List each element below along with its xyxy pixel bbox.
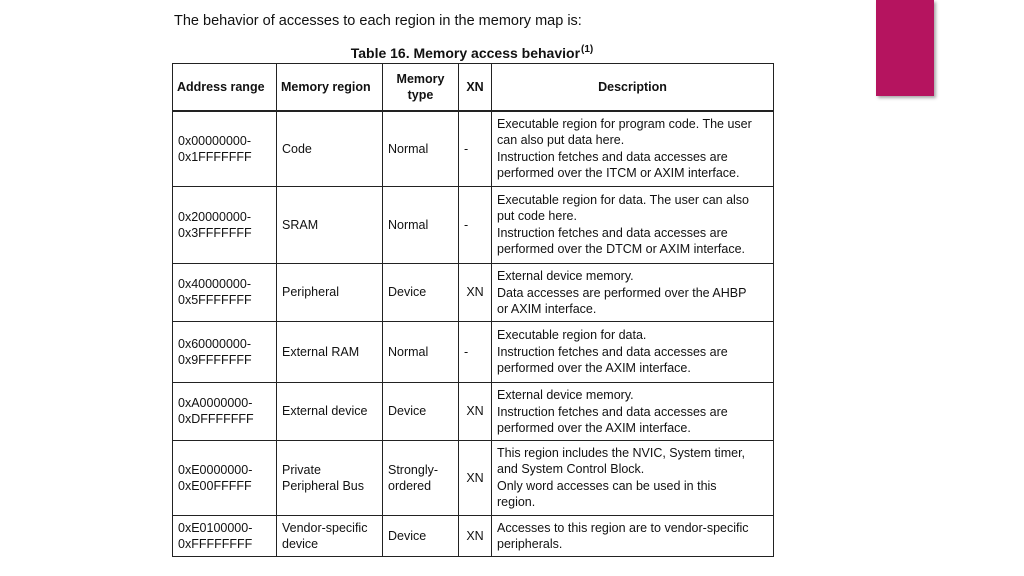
description-line: performed over the DTCM or AXIM interface. bbox=[497, 242, 746, 256]
xn-cell: XN bbox=[459, 263, 492, 321]
table-row bbox=[173, 321, 774, 382]
memory-type-cell: Device bbox=[383, 263, 459, 321]
memory-type-cell: Device bbox=[383, 515, 459, 556]
address-end: 0xE00FFFFF bbox=[178, 478, 252, 493]
description-line: Instruction fetches and data accesses are bbox=[497, 226, 728, 240]
description-line: or AXIM interface. bbox=[497, 301, 597, 316]
xn-cell: - bbox=[459, 111, 492, 186]
table-row bbox=[173, 515, 774, 556]
xn-cell: XN bbox=[459, 515, 492, 556]
description-line: Instruction fetches and data accesses are bbox=[497, 404, 728, 419]
table-caption-footnote: (1) bbox=[581, 44, 594, 55]
table-row bbox=[173, 440, 774, 515]
address-range-cell bbox=[173, 111, 277, 186]
address-start: 0x60000000- bbox=[178, 336, 251, 351]
table-row bbox=[173, 382, 774, 440]
description-cell bbox=[492, 440, 774, 515]
description-line: Data accesses are performed over the AHBP bbox=[497, 285, 747, 300]
description-line: can also put data here. bbox=[497, 133, 625, 148]
description-line: External device memory. bbox=[497, 268, 634, 283]
table-caption-text: Table 16. Memory access behavior bbox=[350, 45, 581, 61]
memory-region-cell: Private Peripheral Bus bbox=[277, 440, 383, 515]
memory-type-cell: Normal bbox=[383, 186, 459, 263]
table-header-row bbox=[173, 64, 774, 112]
address-start: 0xE0000000- bbox=[178, 462, 253, 477]
description-cell bbox=[492, 515, 774, 556]
header-memory-region: Memory region bbox=[277, 64, 383, 112]
memory-region-cell: SRAM bbox=[277, 186, 383, 263]
description-line: and System Control Block. bbox=[497, 462, 645, 476]
description-cell bbox=[492, 321, 774, 382]
accent-decoration bbox=[876, 0, 934, 96]
description-line: Instruction fetches and data accesses are bbox=[497, 150, 728, 165]
address-end: 0x9FFFFFFF bbox=[178, 352, 252, 367]
address-range-cell bbox=[173, 440, 277, 515]
header-memory-type: Memory type bbox=[383, 64, 459, 112]
address-end: 0xDFFFFFFF bbox=[178, 412, 254, 426]
description-line: put code here. bbox=[497, 209, 577, 223]
description-line: External device memory. bbox=[497, 387, 634, 402]
memory-type-cell: Strongly-ordered bbox=[383, 440, 459, 515]
address-range-cell bbox=[173, 263, 277, 321]
description-line: Instruction fetches and data accesses are bbox=[497, 345, 728, 359]
header-xn: XN bbox=[459, 64, 492, 112]
address-range-cell bbox=[173, 382, 277, 440]
description-line: performed over the AXIM interface. bbox=[497, 420, 691, 435]
description-line: Executable region for program code. The user bbox=[497, 117, 752, 132]
address-end: 0x3FFFFFFF bbox=[178, 225, 252, 240]
address-range-cell bbox=[173, 186, 277, 263]
memory-access-table bbox=[172, 63, 774, 557]
description-line: performed over the AXIM interface. bbox=[497, 361, 691, 375]
xn-cell: XN bbox=[459, 440, 492, 515]
address-start: 0xE0100000- bbox=[178, 520, 253, 535]
description-line: performed over the ITCM or AXIM interface. bbox=[497, 166, 740, 181]
address-start: 0x00000000- bbox=[178, 133, 251, 148]
memory-region-cell: External RAM bbox=[277, 321, 383, 382]
memory-region-cell: Vendor-specific device bbox=[277, 515, 383, 556]
address-start: 0xA0000000- bbox=[178, 396, 253, 410]
table-row bbox=[173, 111, 774, 186]
description-line: peripherals. bbox=[497, 536, 563, 551]
memory-region-cell: External device bbox=[277, 382, 383, 440]
xn-cell: - bbox=[459, 321, 492, 382]
memory-type-cell: Normal bbox=[383, 321, 459, 382]
table-row bbox=[173, 263, 774, 321]
memory-type-cell: Device bbox=[383, 382, 459, 440]
xn-cell: - bbox=[459, 186, 492, 263]
address-range-cell bbox=[173, 321, 277, 382]
address-start: 0x20000000- bbox=[178, 209, 251, 224]
xn-cell: XN bbox=[459, 382, 492, 440]
address-end: 0xFFFFFFFF bbox=[178, 536, 253, 551]
memory-region-cell: Peripheral bbox=[277, 263, 383, 321]
address-end: 0x5FFFFFFF bbox=[178, 293, 252, 307]
description-cell bbox=[492, 382, 774, 440]
address-range-cell bbox=[173, 515, 277, 556]
description-line: Executable region for data. The user can also bbox=[497, 193, 750, 207]
header-description: Description bbox=[492, 64, 774, 112]
header-address-range: Address range bbox=[173, 64, 277, 112]
intro-text: The behavior of accesses to each region in the memory map is: bbox=[174, 13, 582, 29]
address-end: 0x1FFFFFFF bbox=[178, 149, 252, 164]
table-caption bbox=[172, 41, 772, 62]
table-row bbox=[173, 186, 774, 263]
memory-region-cell: Code bbox=[277, 111, 383, 186]
memory-type-cell: Normal bbox=[383, 111, 459, 186]
description-line: region. bbox=[497, 495, 536, 509]
description-cell bbox=[492, 263, 774, 321]
description-cell bbox=[492, 111, 774, 186]
description-line: Accesses to this region are to vendor-specific bbox=[497, 520, 749, 535]
description-line: Executable region for data. bbox=[497, 328, 647, 342]
description-line: This region includes the NVIC, System timer, bbox=[497, 446, 746, 460]
address-start: 0x40000000- bbox=[178, 277, 251, 291]
description-cell bbox=[492, 186, 774, 263]
description-line: Only word accesses can be used in this bbox=[497, 479, 717, 493]
